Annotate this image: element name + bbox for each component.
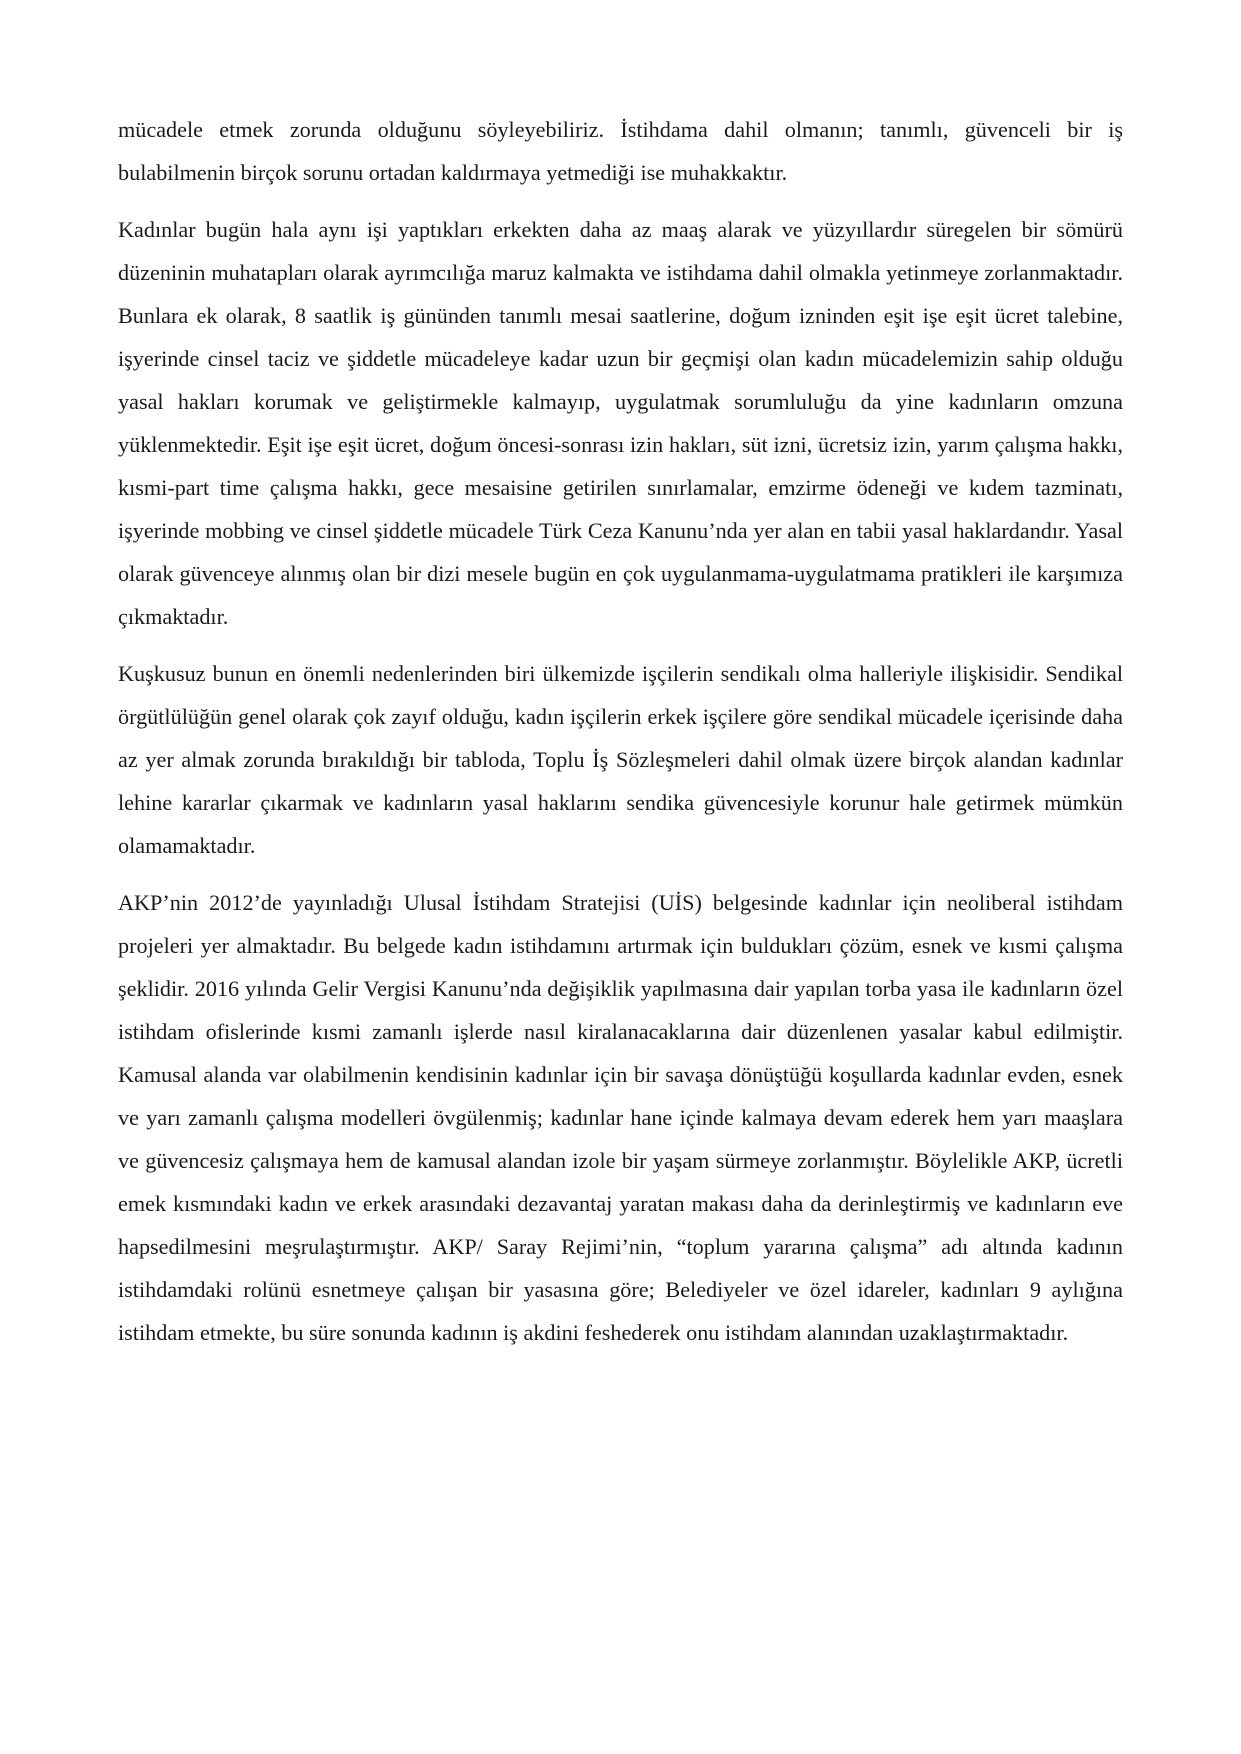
document-page — [118, 108, 1123, 1368]
paragraph: mücadele etmek zorunda olduğunu söyleyebiliriz. İstihdama dahil olmanın; tanımlı, güvenceli bir iş bulabilmenin birçok sorunu ortadan kaldırmaya yetmediği ise muhakkaktır. — [118, 117, 1123, 185]
paragraph: AKP’nin 2012’de yayınladığı Ulusal İstihdam Stratejisi (UİS) belgesinde kadınlar için neoliberal istihdam projeleri yer almaktadır. Bu belgede kadın istihdamını artırmak için buldukları çözüm, esnek ve kısmi çalışma şeklidir. 2016 yılında Gelir Vergisi Kanunu’nda değişiklik yapılmasına dair yapılan torba yasa ile kadınların özel istihdam ofislerinde kısmi zamanlı işlerde nasıl kiralanacaklarına dair düzenlenen yasalar kabul edilmiştir. Kamusal alanda var olabilmenin kendisinin kadınlar için bir savaşa dönüştüğü koşullarda kadınlar evden, esnek ve yarı zamanlı çalışma modelleri övgülenmiş; kadınlar hane içinde kalmaya devam ederek hem yarı maaşlara ve güvencesiz çalışmaya hem de kamusal alandan izole bir yaşam sürmeye zorlanmıştır. Böylelikle AKP, ücretli emek kısmındaki kadın ve erkek arasındaki dezavantaj yaratan makası daha da derinleştirmiş ve kadınların eve hapsedilmesini meşrulaştırmıştır. AKP/ Saray Rejimi’nin, “toplum yararına çalışma” adı altında kadının istihdamdaki rolünü esnetmeye çalışan bir yasasına göre; Belediyeler ve özel idareler, kadınları 9 aylığına istihdam etmekte, bu süre sonunda kadının iş akdini feshederek onu istihdam alanından uzaklaştırmaktadır. — [118, 890, 1123, 1345]
paragraph: Kuşkusuz bunun en önemli nedenlerinden biri ülkemizde işçilerin sendikalı olma halleriyle ilişkisidir. Sendikal örgütlülüğün genel olarak çok zayıf olduğu, kadın işçilerin erkek işçilere göre sendikal mücadele içerisinde daha az yer almak zorunda bırakıldığı bir tabloda, Toplu İş Sözleşmeleri dahil olmak üzere birçok alandan kadınlar lehine kararlar çıkarmak ve kadınların yasal haklarını sendika güvencesiyle korunur hale getirmek mümkün olamamaktadır. — [118, 661, 1123, 858]
paragraph: Kadınlar bugün hala aynı işi yaptıkları erkekten daha az maaş alarak ve yüzyıllardır süregelen bir sömürü düzeninin muhatapları olarak ayrımcılığa maruz kalmakta ve istihdama dahil olmakla yetinmeye zorlanmaktadır. Bunlara ek olarak, 8 saatlik iş gününden tanımlı mesai saatlerine, doğum izninden eşit işe eşit ücret talebine, işyerinde cinsel taciz ve şiddetle mücadeleye kadar uzun bir geçmişi olan kadın mücadelemizin sahip olduğu yasal hakları korumak ve geliştirmekle kalmayıp, uygulatmak sorumluluğu da yine kadınların omzuna yüklenmektedir. Eşit işe eşit ücret, doğum öncesi-sonrası izin hakları, süt izni, ücretsiz izin, yarım çalışma hakkı, kısmi-part time çalışma hakkı, gece mesaisine getirilen sınırlamalar, emzirme ödeneği ve kıdem tazminatı, işyerinde mobbing ve cinsel şiddetle mücadele Türk Ceza Kanunu’nda yer alan en tabii yasal haklardandır. Yasal olarak güvenceye alınmış olan bir dizi mesele bugün en çok uygulanmama-uygulatmama pratikleri ile karşımıza çıkmaktadır. — [118, 217, 1123, 629]
